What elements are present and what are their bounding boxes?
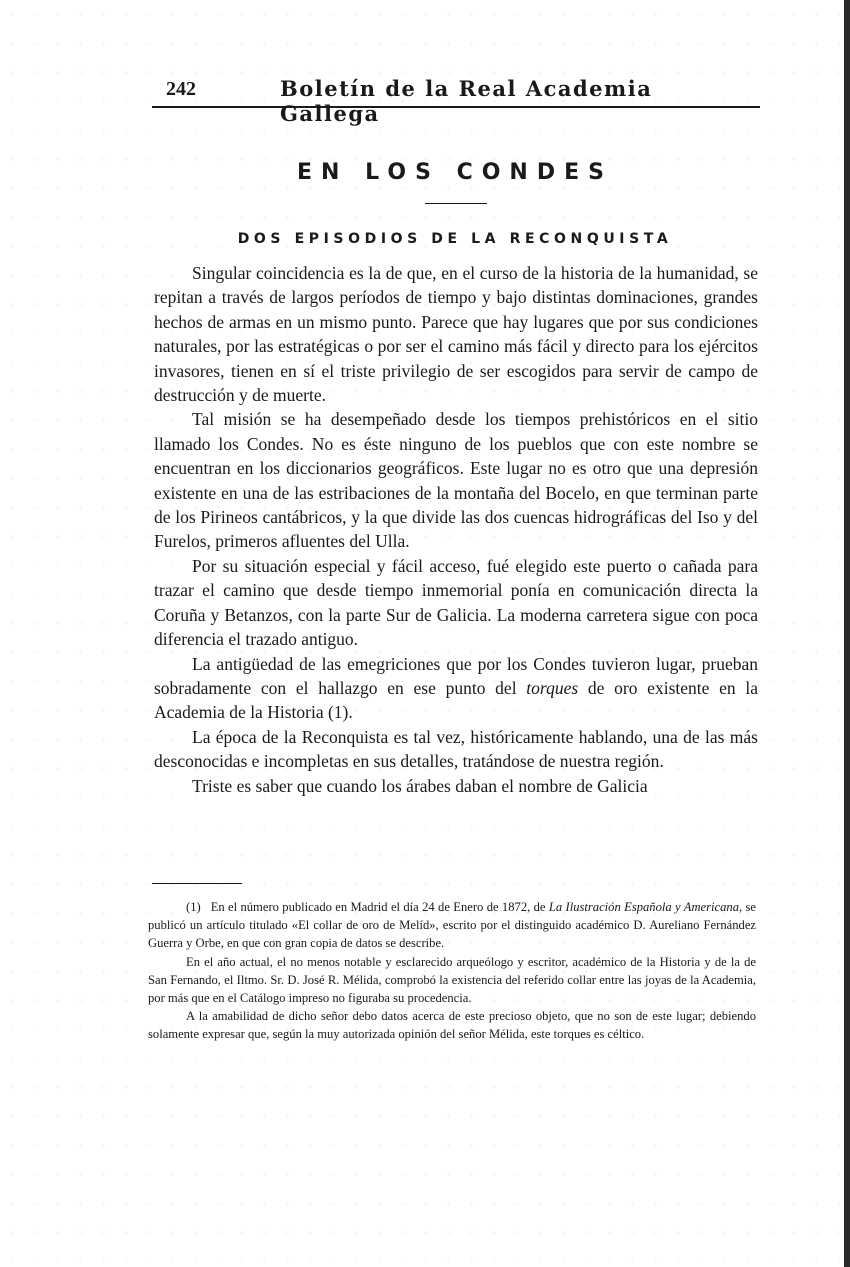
paragraph-6: Triste es saber que cuando los árabes daban el nombre de Galicia xyxy=(192,775,648,796)
paragraph-4-text-a: La antigüedad de las emegriciones que por los Condes tuvieron lugar, prueban sobradamente con el hallazgo en ese punto del xyxy=(154,653,758,698)
article-body xyxy=(154,261,758,798)
footnote-1 xyxy=(148,898,756,953)
paragraph-2: Tal misión se ha desempeñado desde los tiempos prehistóricos en el sitio llamado los Condes. No es éste ninguno de los pueblos que con este nombre se encuentran en los diccionarios geográficos. Este lugar no es otro que una depresión existente en una de las estribaciones de la montaña del Bocelo, en que terminan parte de los Pirineos cantábricos, y la que divide las dos cuencas hidrográficas del Iso y del Furelos, primeros afluentes del Ulla. xyxy=(154,409,758,552)
footnote-marker: (1) xyxy=(186,900,201,914)
journal-title: Boletín de la Real Academia Gallega xyxy=(280,76,653,126)
paragraph-4-italic: torques xyxy=(526,677,579,698)
page-edge-shadow xyxy=(844,0,850,1267)
paragraph-3: Por su situación especial y fácil acceso, fué elegido este puerto o cañada para trazar el camino que desde tiempo inmemorial ponía en comunicación directa la Coruña y Betanzos, con la parte Sur de Galicia. La moderna carretera sigue con poca diferencia el trazado antiguo. xyxy=(154,555,758,650)
footnote-1-text-b: se publicó un artículo titulado «El collar de oro de Melíd», escrito por el distinguido académico D. Aureliano Fernández Guerra y Orbe, en que con gran copia de datos se describe. xyxy=(148,900,757,951)
title-divider xyxy=(425,203,487,204)
footnote-3: A la amabilidad de dicho señor debo datos acerca de este precioso objeto, que no son de este lugar; debiendo solamente expresar que, según la muy autorizada opinión del señor Mélida, este torques es céltico. xyxy=(148,1009,756,1042)
article-title: EN LOS CONDES xyxy=(297,160,613,185)
article-subtitle: DOS EPISODIOS DE LA RECONQUISTA xyxy=(237,231,673,247)
paragraph-1: Singular coincidencia es la de que, en el curso de la historia de la humanidad, se repitan a través de largos períodos de tiempo y bajo distintas dominaciones, grandes hechos de armas en un mismo punto. Parece que hay lugares que por sus condiciones naturales, por las estratégicas o por ser el camino más fácil y directo para los ejércitos invasores, tienen en sí el triste privilegio de ser escogidos para servir de campo de destrucción y de muerte. xyxy=(154,263,758,406)
footnote-2: En el año actual, el no menos notable y esclarecido arqueólogo y escritor, académico de la Historia y de la de San Fernando, el Iltmo. Sr. D. José R. Mélida, comprobó la existencia del referido collar entre las joyas de la Academia, por más que en el Catálogo impreso no figuraba su procedencia. xyxy=(148,954,756,1006)
paragraph-4 xyxy=(154,652,758,725)
page-number: 242 xyxy=(166,78,196,100)
footnotes xyxy=(148,898,756,1044)
footnote-1-text-a: En el número publicado en Madrid el día 24 de Enero de 1872, de xyxy=(210,900,549,914)
footnote-1-italic: La Ilustración Española y Americana, xyxy=(548,900,743,914)
footnote-divider xyxy=(152,883,242,884)
running-header xyxy=(152,76,760,126)
paragraph-4-text-b: de oro existente en la Academia de la Historia (1). xyxy=(154,677,758,723)
paragraph-5: La época de la Reconquista es tal vez, históricamente hablando, una de las más desconocidas e incompletas en sus detalles, tratándose de nuestra región. xyxy=(154,726,758,772)
